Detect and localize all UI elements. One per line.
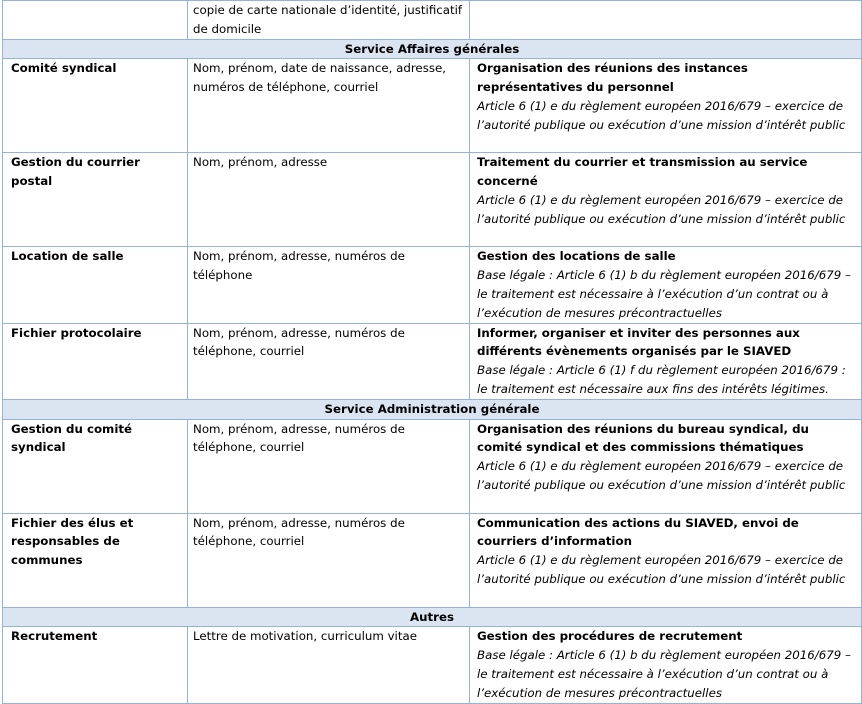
section-header: [3, 607, 862, 627]
treatment-name: Comité syndical: [11, 61, 117, 76]
legal-basis-text: Base légale : Article 6 (1) b du règlement européen 2016/679 – le traitement est nécessaire à l’exécution d’un contrat ou à l’exécution de mesures précontractuelles: [477, 268, 851, 320]
treatment-name: Fichier des élus et responsables de communes: [11, 515, 134, 568]
personal-data-cell: Nom, prénom, adresse, numéros de téléphone: [188, 247, 470, 323]
purpose-cell: [470, 323, 862, 399]
table-row: [3, 419, 862, 513]
section-header: [3, 39, 862, 59]
legal-basis-text: Base légale : Article 6 (1) f du règlement européen 2016/679 : le traitement est nécessaire aux fins des intérêts légitimes.: [477, 363, 846, 396]
legal-basis-text: Article 6 (1) e du règlement européen 2016/679 – exercice de l’autorité publique ou exécution d’une mission d’intérêt public: [477, 459, 846, 492]
table-row: [3, 1, 862, 40]
purpose-cell: [470, 419, 862, 513]
table-row: [3, 247, 862, 323]
purpose-text: Gestion des locations de salle: [477, 249, 676, 264]
section-title: Service Affaires générales: [3, 39, 862, 59]
legal-basis-text: Article 6 (1) e du règlement européen 2016/679 – exercice de l’autorité publique ou exécution d’une mission d’intérêt public: [477, 192, 846, 226]
purpose-text: Traitement du courrier et transmission au service concerné: [477, 155, 808, 189]
table-row: [3, 59, 862, 153]
personal-data-cell: Nom, prénom, adresse: [188, 153, 470, 247]
treatment-name: Fichier protocolaire: [11, 325, 142, 340]
table-row: [3, 153, 862, 247]
personal-data-cell: copie de carte nationale d’identité, justificatif de domicile: [188, 1, 470, 40]
legal-basis-text: Article 6 (1) e du règlement européen 2016/679 – exercice de l’autorité publique ou exécution d’une mission d’intérêt public: [477, 98, 846, 132]
personal-data-cell: Nom, prénom, adresse, numéros de téléphone, courriel: [188, 323, 470, 399]
treatment-name: Location de salle: [11, 249, 124, 264]
treatment-name: Recrutement: [11, 629, 98, 644]
table-row: [3, 627, 862, 703]
purpose-text: Communication des actions du SIAVED, envoi de courriers d’information: [477, 515, 799, 549]
purpose-cell: [470, 153, 862, 247]
legal-basis-text: Article 6 (1) e du règlement européen 2016/679 – exercice de l’autorité publique ou exécution d’une mission d’intérêt public: [477, 553, 846, 586]
purpose-text: Organisation des réunions des instances représentatives du personnel: [477, 61, 748, 95]
treatment-name: Gestion du courrier postal: [11, 155, 140, 189]
treatment-name-cell: [3, 1, 188, 40]
purpose-text: Gestion des procédures de recrutement: [477, 629, 743, 644]
personal-data-cell: Nom, prénom, adresse, numéros de téléphone, courriel: [188, 513, 470, 607]
purpose-cell: [470, 1, 862, 40]
section-header: [3, 399, 862, 419]
purpose-cell: [470, 627, 862, 703]
purpose-text: Informer, organiser et inviter des personnes aux différents évènements organisés par le SIAVED: [477, 325, 800, 359]
section-title: Service Administration générale: [3, 399, 862, 419]
purpose-text: Organisation des réunions du bureau syndical, du comité syndical et des commissions thématiques: [477, 421, 809, 455]
treatment-name: Gestion du comité syndical: [11, 421, 133, 455]
table-row: [3, 323, 862, 399]
processing-register-table: [2, 0, 862, 704]
personal-data-cell: Nom, prénom, adresse, numéros de téléphone, courriel: [188, 419, 470, 513]
purpose-cell: [470, 59, 862, 153]
legal-basis-text: Base légale : Article 6 (1) b du règlement européen 2016/679 – le traitement est nécessaire à l’exécution d’un contrat ou à l’exécution de mesures précontractuelles: [477, 648, 851, 700]
section-title: Autres: [3, 607, 862, 627]
purpose-cell: [470, 513, 862, 607]
personal-data-cell: Nom, prénom, date de naissance, adresse, numéros de téléphone, courriel: [188, 59, 470, 153]
personal-data-cell: Lettre de motivation, curriculum vitae: [188, 627, 470, 703]
table-row: [3, 513, 862, 607]
purpose-cell: [470, 247, 862, 323]
